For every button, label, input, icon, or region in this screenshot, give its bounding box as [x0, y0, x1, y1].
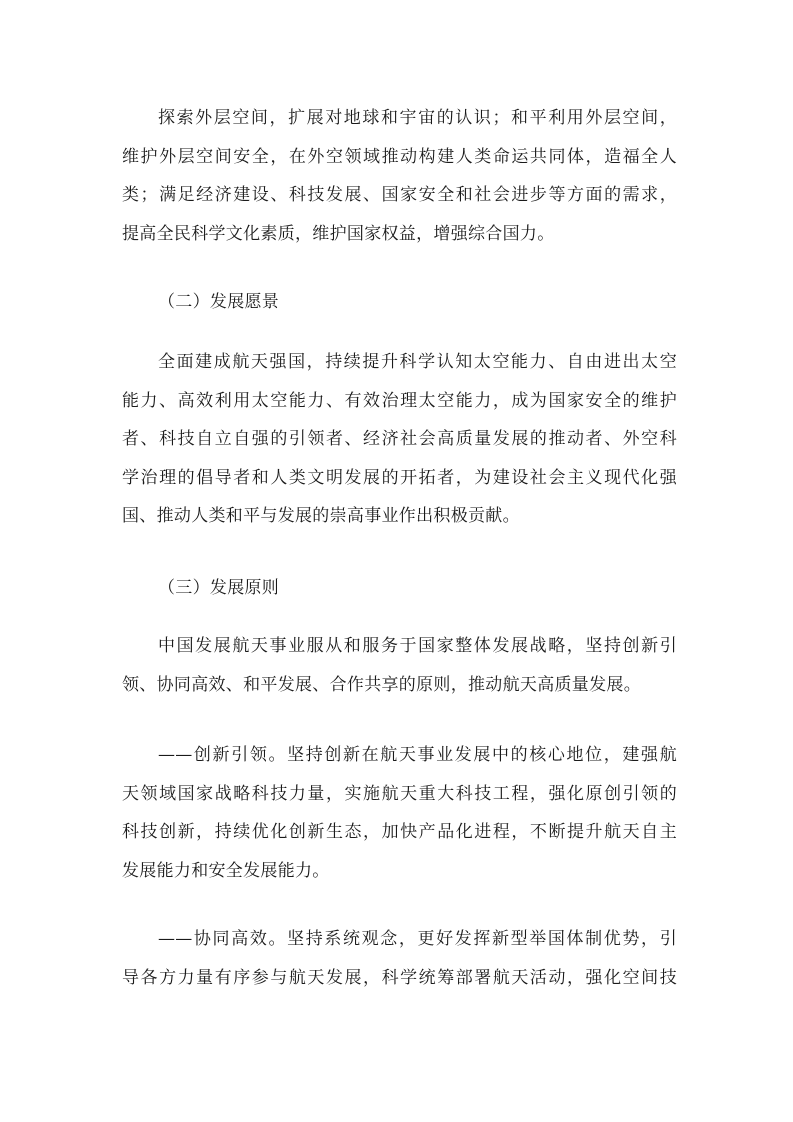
paragraph-line: 者、科技自立自强的引领者、经济社会高质量发展的推动者、外空科 [122, 429, 677, 450]
paragraph-line: 能力、高效利用太空能力、有效治理太空能力，成为国家安全的维护 [122, 390, 677, 411]
paragraph-line: 天领域国家战略科技力量，实施航天重大科技工程，强化原创引领的 [122, 783, 677, 804]
paragraph-line: 全面建成航天强国，持续提升科学认知太空能力、自由进出太空 [158, 352, 677, 372]
paragraph-line: ——协同高效。坚持系统观念，更好发挥新型举国体制优势，引 [158, 929, 677, 949]
paragraph-line: ——创新引领。坚持创新在航天事业发展中的核心地位，建强航 [158, 745, 677, 765]
paragraph-line: 领、协同高效、和平发展、合作共享的原则，推动航天高质量发展。 [122, 674, 641, 695]
paragraph-line: 提高全民科学文化素质，维护国家权益，增强综合国力。 [122, 223, 555, 244]
section-heading-principles: （三）发展原则 [158, 578, 280, 598]
paragraph-2 [122, 343, 677, 536]
paragraph-5 [122, 920, 677, 997]
paragraph-line: 中国发展航天事业服从和服务于国家整体发展战略，坚持创新引 [158, 636, 677, 656]
paragraph-line: 类；满足经济建设、科技发展、国家安全和社会进步等方面的需求， [122, 185, 677, 206]
paragraph-line: 探索外层空间，扩展对地球和宇宙的认识；和平利用外层空间， [158, 108, 677, 128]
paragraph-3 [122, 627, 677, 704]
section-heading-vision: （二）发展愿景 [158, 292, 280, 312]
paragraph-line: 导各方力量有序参与航天发展，科学统筹部署航天活动，强化空间技 [122, 967, 677, 988]
paragraph-1 [122, 99, 677, 253]
paragraph-4 [122, 736, 677, 890]
paragraph-line: 科技创新，持续优化创新生态，加快产品化进程，不断提升航天自主 [122, 822, 677, 843]
paragraph-line: 学治理的倡导者和人类文明发展的开拓者，为建设社会主义现代化强 [122, 467, 677, 488]
paragraph-line: 维护外层空间安全，在外空领域推动构建人类命运共同体，造福全人 [122, 146, 677, 167]
paragraph-line: 国、推动人类和平与发展的崇高事业作出积极贡献。 [122, 506, 520, 527]
paragraph-line: 发展能力和安全发展能力。 [122, 860, 330, 881]
